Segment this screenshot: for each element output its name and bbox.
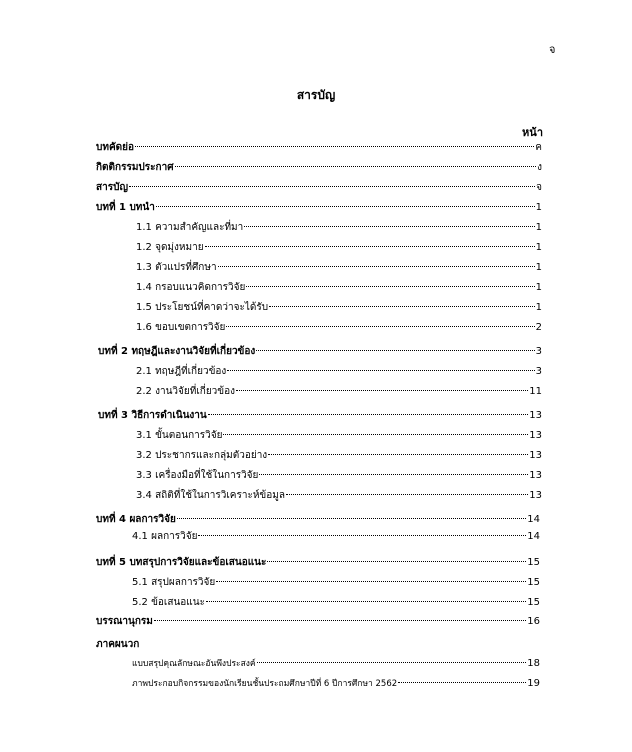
toc-entry-title: บทที่ 3 วิธีการดำเนินงาน (98, 410, 207, 421)
dot-leader (226, 326, 534, 327)
toc-entry-page: 1 (535, 302, 542, 313)
toc-row-2-1[interactable] (136, 365, 542, 379)
toc-entry-page: ง (537, 162, 542, 173)
dot-leader (216, 581, 526, 582)
toc-entry-title: 1.1 ความสำคัญและที่มา (136, 222, 244, 233)
dot-leader (218, 266, 535, 267)
toc-entry-title: 5.2 ข้อเสนอแนะ (132, 597, 205, 608)
toc-row-3-1[interactable] (136, 429, 542, 443)
toc-row-1-1[interactable] (136, 221, 542, 235)
toc-entry-title: ภาพประกอบกิจกรรมของนักเรียนชั้นประถมศึกษาปีที่ 6 ปีการศึกษา 2562 (132, 679, 398, 689)
toc-row-contents[interactable] (96, 181, 542, 195)
dot-leader (398, 682, 526, 683)
toc-entry-page: 15 (527, 577, 540, 588)
toc-entry-page: 13 (529, 470, 542, 481)
dot-leader (227, 370, 534, 371)
toc-entry-title: บทคัดย่อ (96, 142, 134, 153)
toc-entry-page: 3 (535, 366, 542, 377)
toc-entry-title: บรรณานุกรม (96, 616, 153, 627)
toc-entry-title: 3.1 ขั้นตอนการวิจัย (136, 430, 223, 441)
toc-row-5-2[interactable] (132, 596, 540, 610)
dot-leader (135, 146, 534, 147)
toc-entry-page: 15 (527, 597, 540, 608)
toc-row-3-3[interactable] (136, 469, 542, 483)
toc-row-chapter-4[interactable] (96, 513, 540, 527)
toc-entry-title: 2.1 ทฤษฎีที่เกี่ยวข้อง (136, 366, 227, 377)
page-column-header: หน้า (522, 126, 543, 139)
toc-entry-page: 14 (527, 514, 540, 525)
document-title: สารบัญ (296, 88, 336, 102)
toc-entry-page: 2 (535, 322, 542, 333)
toc-entry-page: 16 (527, 616, 540, 627)
toc-row-appendix-1[interactable] (132, 657, 540, 671)
toc-entry-title: 1.2 จุดมุ่งหมาย (136, 242, 204, 253)
dot-leader (198, 535, 526, 536)
toc-row-1-2[interactable] (136, 241, 542, 255)
toc-entry-page: 13 (529, 490, 542, 501)
toc-row-abstract[interactable] (96, 141, 542, 155)
dot-leader (236, 390, 528, 391)
toc-row-1-6[interactable] (136, 321, 542, 335)
dot-leader (246, 286, 534, 287)
dot-leader (268, 454, 528, 455)
toc-row-acknowledgement[interactable] (96, 161, 542, 175)
toc-row-1-5[interactable] (136, 301, 542, 315)
toc-row-2-2[interactable] (136, 385, 542, 399)
toc-row-5-1[interactable] (132, 576, 540, 590)
toc-row-4-1[interactable] (132, 530, 540, 544)
toc-entry-title: บทที่ 2 ทฤษฎีและงานวิจัยที่เกี่ยวข้อง (98, 346, 256, 357)
toc-row-chapter-5[interactable] (96, 556, 540, 570)
toc-entry-title: บทที่ 5 บทสรุปการวิจัยและข้อเสนอแนะ (96, 557, 267, 568)
toc-entry-page: 1 (535, 242, 542, 253)
dot-leader (259, 474, 528, 475)
toc-entry-page: ค (535, 142, 542, 153)
toc-entry-page: 14 (527, 531, 540, 542)
toc-entry-title: 1.3 ตัวแปรที่ศึกษา (136, 262, 217, 273)
toc-row-1-4[interactable] (136, 281, 542, 295)
toc-entry-page: 13 (529, 410, 542, 421)
dot-leader (256, 350, 534, 351)
toc-row-chapter-2[interactable] (98, 345, 542, 359)
toc-entry-title: กิตติกรรมประกาศ (96, 162, 174, 173)
toc-row-3-2[interactable] (136, 449, 542, 463)
toc-entry-page: 1 (535, 222, 542, 233)
dot-leader (267, 561, 526, 562)
toc-entry-page: 1 (535, 202, 542, 213)
toc-row-appendix-2[interactable] (132, 677, 540, 691)
appendix-heading: ภาคผนวก (96, 639, 140, 650)
dot-leader (206, 601, 526, 602)
toc-entry-page: 3 (535, 346, 542, 357)
toc-row-1-3[interactable] (136, 261, 542, 275)
toc-row-3-4[interactable] (136, 489, 542, 503)
toc-entry-title: 3.2 ประชากรและกลุ่มตัวอย่าง (136, 450, 268, 461)
dot-leader (154, 620, 526, 621)
toc-entry-page: 18 (527, 658, 540, 669)
toc-entry-title: 1.6 ขอบเขตการวิจัย (136, 322, 226, 333)
dot-leader (175, 166, 537, 167)
dot-leader (205, 246, 535, 247)
toc-entry-title: บทที่ 1 บทนำ (96, 202, 155, 213)
toc-entry-page: 13 (529, 430, 542, 441)
dot-leader (223, 434, 528, 435)
toc-entry-page: จ (536, 182, 542, 193)
dot-leader (286, 494, 528, 495)
page-number: จ (549, 43, 556, 56)
dot-leader (244, 226, 534, 227)
toc-entry-page: 1 (535, 262, 542, 273)
dot-leader (129, 186, 535, 187)
dot-leader (257, 662, 527, 663)
toc-entry-page: 15 (527, 557, 540, 568)
toc-entry-page: 13 (529, 450, 542, 461)
toc-entry-title: สารบัญ (96, 182, 128, 193)
toc-entry-title: 3.4 สถิติที่ใช้ในการวิเคราะห์ข้อมูล (136, 490, 285, 501)
toc-entry-title: แบบสรุปคุณลักษณะอันพึงประสงค์ (132, 659, 256, 669)
toc-entry-title: 3.3 เครื่องมือที่ใช้ในการวิจัย (136, 470, 259, 481)
toc-entry-title: 1.5 ประโยชน์ที่คาดว่าจะได้รับ (136, 302, 269, 313)
toc-entry-title: 2.2 งานวิจัยที่เกี่ยวข้อง (136, 386, 236, 397)
toc-entry-page: 11 (529, 386, 542, 397)
toc-entry-title: 1.4 กรอบแนวคิดการวิจัย (136, 282, 246, 293)
toc-row-chapter-3[interactable] (98, 409, 542, 423)
dot-leader (177, 518, 526, 519)
toc-entry-page: 19 (527, 678, 540, 689)
dot-leader (269, 306, 535, 307)
toc-entry-title: บทที่ 4 ผลการวิจัย (96, 514, 176, 525)
toc-row-bibliography[interactable] (96, 615, 540, 629)
dot-leader (156, 206, 535, 207)
toc-entry-title: 4.1 ผลการวิจัย (132, 531, 198, 542)
toc-entry-page: 1 (535, 282, 542, 293)
toc-entry-title: 5.1 สรุปผลการวิจัย (132, 577, 216, 588)
dot-leader (208, 414, 529, 415)
toc-row-chapter-1[interactable] (96, 201, 542, 215)
